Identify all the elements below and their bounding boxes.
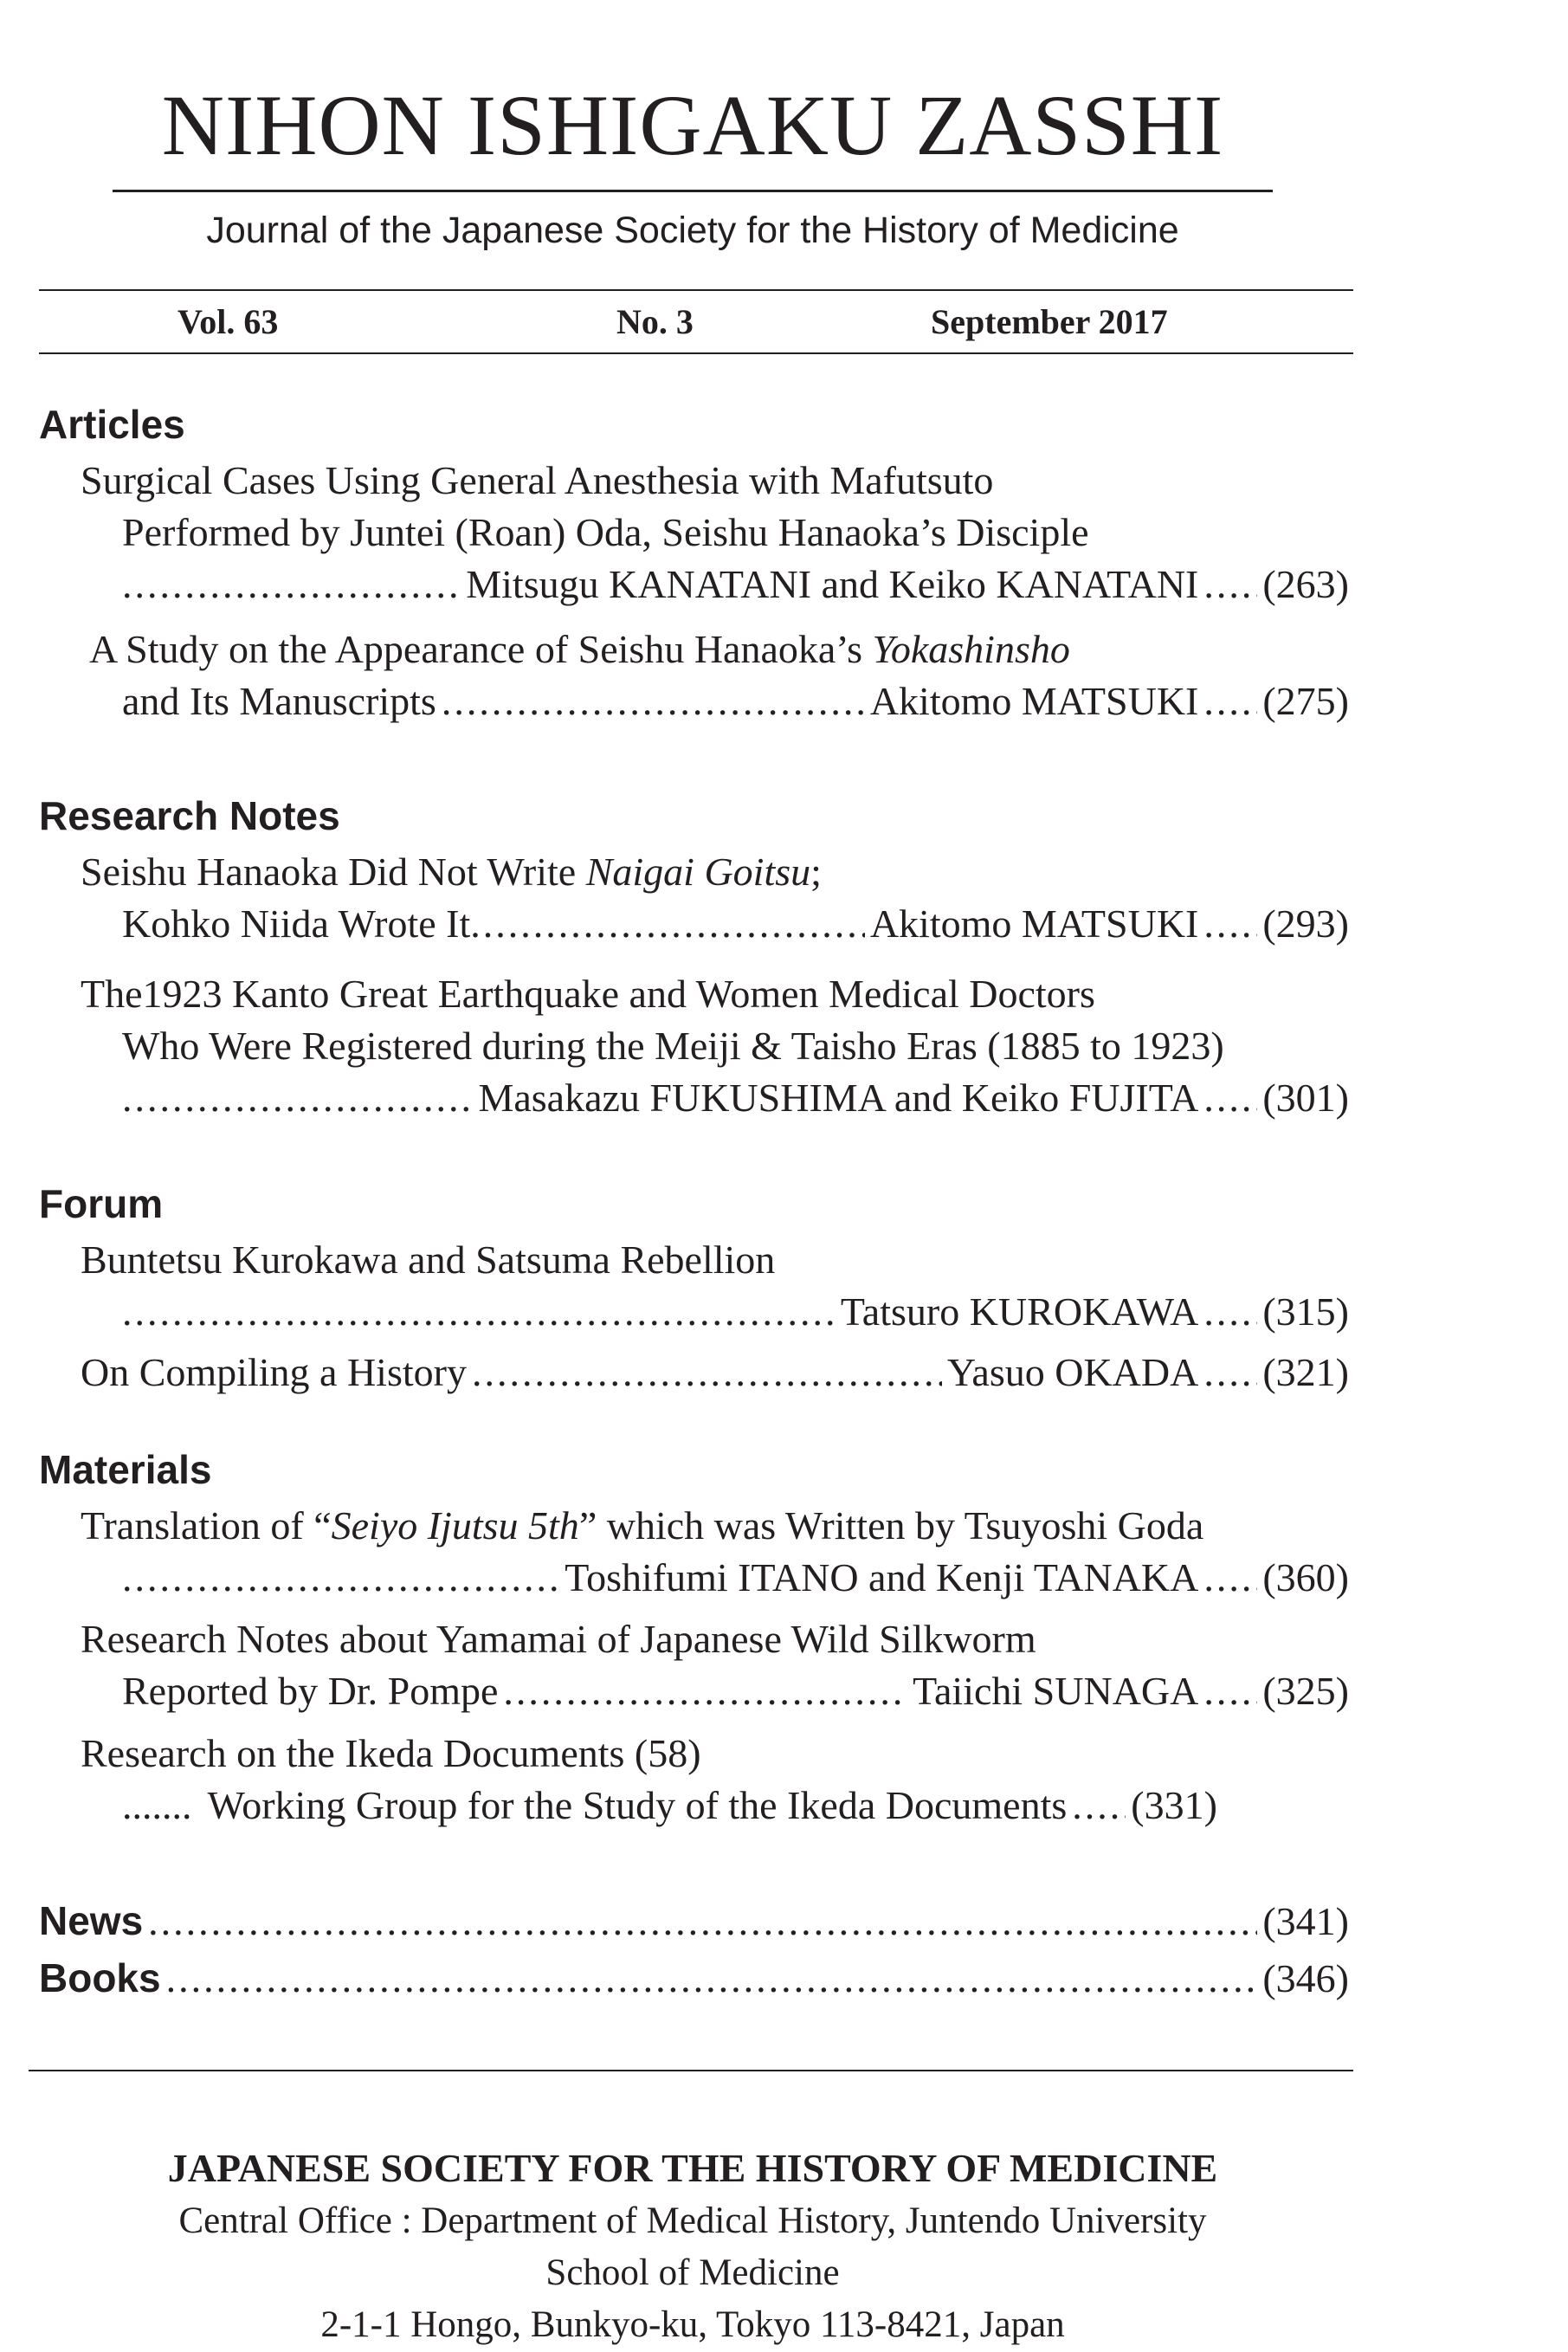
entry-author-line — [81, 1780, 1349, 1832]
entry-title-line — [81, 898, 1349, 950]
entry-page-number: (325) — [1262, 1669, 1349, 1713]
entry-title-line: Research on the Ikeda Documents (58) — [81, 1731, 701, 1775]
entry-title-text: A Study on the Appearance of Seishu Hanaoka’s — [89, 627, 873, 671]
toc-entry-material-3[interactable] — [81, 1728, 1349, 1832]
entry-title-text: Seishu Hanaoka Did Not Write — [81, 850, 586, 894]
issue-volume: Vol. 63 — [177, 302, 279, 341]
entry-title-line — [81, 1347, 1349, 1399]
issue-bar-top-rule — [39, 289, 1353, 291]
section-heading-forum: Forum — [39, 1181, 164, 1226]
entry-title-text: and Its Manuscripts — [122, 679, 436, 723]
entry-title-text: ; — [810, 850, 822, 894]
toc-entry-forum-1[interactable] — [81, 1234, 1349, 1338]
entry-title-text: On Compiling a History — [81, 1350, 467, 1394]
leader-dots — [122, 1072, 473, 1124]
entry-authors: Mitsugu KANATANI and Keiko KANATANI — [466, 562, 1199, 606]
leader-dots — [1203, 1072, 1257, 1124]
address-line: 2-1-1 Hongo, Bunkyo-ku, Tokyo 113-8421, Japan — [320, 2304, 1065, 2345]
leader-dots — [122, 1286, 836, 1338]
entry-authors: Masakazu FUKUSHIMA and Keiko FUJITA — [478, 1076, 1199, 1120]
leader-dots — [1203, 1552, 1257, 1604]
entry-title-line — [81, 1665, 1349, 1717]
toc-entry-research-note-1[interactable] — [81, 846, 1349, 950]
entry-title-line — [89, 675, 1349, 727]
entry-page-number: (315) — [1262, 1289, 1349, 1334]
entry-page-number: (321) — [1262, 1350, 1349, 1394]
toc-entry-books[interactable] — [39, 1950, 1349, 2006]
journal-title: NIHON ISHIGAKU ZASSHI — [161, 77, 1224, 173]
issue-bar-bottom-rule — [39, 352, 1353, 354]
entry-page-number: (275) — [1262, 679, 1349, 723]
leader-dots: ....... — [122, 1783, 192, 1827]
entry-title-line: Buntetsu Kurokawa and Satsuma Rebellion — [81, 1237, 776, 1282]
toc-entry-research-note-2[interactable] — [81, 968, 1349, 1124]
entry-authors: Toshifumi ITANO and Kenji TANAKA — [565, 1555, 1199, 1599]
leader-dots — [1203, 675, 1257, 727]
leader-dots — [503, 1665, 907, 1717]
entry-author-line — [81, 1552, 1349, 1604]
entry-title-line: Performed by Juntei (Roan) Oda, Seishu Hanaoka’s Disciple — [122, 510, 1089, 554]
entry-page-number: (331) — [1131, 1783, 1217, 1827]
entry-title-line — [89, 624, 1349, 675]
entry-title-line: The1923 Kanto Great Earthquake and Women Medical Doctors — [81, 972, 1095, 1016]
leader-dots — [470, 898, 865, 950]
entry-authors: Akitomo MATSUKI — [869, 901, 1199, 946]
address-line: Central Office : Department of Medical History, Juntendo University — [178, 2200, 1207, 2241]
entry-title-line: Who Were Registered during the Meiji & Taisho Eras (1885 to 1923) — [122, 1024, 1224, 1068]
news-page-number: (341) — [1262, 1899, 1349, 1943]
entry-title-text: Reported by Dr. Pompe — [122, 1669, 499, 1713]
toc-entry-news[interactable] — [39, 1893, 1349, 1948]
leader-dots — [122, 559, 461, 611]
entry-title-line — [81, 846, 1349, 898]
leader-dots — [1203, 1665, 1257, 1717]
entry-authors: Taiichi SUNAGA — [913, 1669, 1199, 1713]
footer-divider — [29, 2070, 1353, 2071]
leader-dots — [148, 1894, 1257, 1949]
entry-author-line — [81, 1072, 1349, 1124]
entry-title-italic: Naigai Goitsu — [585, 850, 811, 894]
section-heading-materials: Materials — [39, 1447, 212, 1492]
leader-dots — [1203, 898, 1257, 950]
leader-dots — [1203, 1286, 1257, 1338]
entry-title-line: Research Notes about Yamamai of Japanese Wild Silkworm — [81, 1617, 1036, 1661]
address-line: School of Medicine — [545, 2252, 840, 2293]
toc-entry-material-1[interactable] — [81, 1500, 1349, 1604]
title-divider — [113, 190, 1273, 192]
leader-dots — [1203, 559, 1257, 611]
entry-authors: Tatsuro KUROKAWA — [840, 1289, 1199, 1334]
toc-entry-material-2[interactable] — [81, 1613, 1349, 1717]
journal-subtitle: Journal of the Japanese Society for the History of Medicine — [206, 210, 1179, 251]
issue-number: No. 3 — [616, 302, 694, 341]
leader-dots — [442, 675, 865, 727]
toc-entry-forum-2[interactable] — [81, 1347, 1349, 1399]
entry-author-line — [81, 1286, 1349, 1338]
leader-dots — [1072, 1780, 1126, 1832]
entry-title-italic: Seiyo Ijutsu 5th — [331, 1503, 579, 1548]
leader-dots — [472, 1347, 942, 1399]
entry-author-line — [81, 559, 1349, 611]
entry-page-number: (263) — [1262, 562, 1349, 606]
entry-title-text: Kohko Niida Wrote It — [122, 901, 471, 946]
books-label: Books — [39, 1955, 161, 2000]
entry-title-line — [81, 1500, 1349, 1552]
society-name: JAPANESE SOCIETY FOR THE HISTORY OF MEDICINE — [167, 2146, 1218, 2190]
entry-page-number: (293) — [1262, 901, 1349, 946]
leader-dots — [1203, 1347, 1257, 1399]
entry-title-text: Translation of “ — [81, 1503, 332, 1548]
entry-authors: Yasuo OKADA — [946, 1350, 1199, 1394]
entry-title-line: Surgical Cases Using General Anesthesia with Mafutsuto — [81, 458, 994, 502]
issue-date: September 2017 — [931, 302, 1168, 341]
entry-title-italic: Yokashinsho — [872, 627, 1070, 671]
entry-authors: Akitomo MATSUKI — [869, 679, 1199, 723]
news-label: News — [39, 1898, 144, 1943]
section-heading-articles: Articles — [39, 402, 185, 447]
toc-entry-article-2[interactable] — [89, 624, 1349, 727]
entry-authors: Working Group for the Study of the Ikeda Documents — [207, 1783, 1068, 1827]
toc-entry-article-1[interactable] — [81, 455, 1349, 611]
entry-title-text: ” which was Written by Tsuyoshi Goda — [578, 1503, 1204, 1548]
entry-page-number: (360) — [1262, 1555, 1349, 1599]
books-page-number: (346) — [1262, 1956, 1349, 2000]
section-heading-research-notes: Research Notes — [39, 793, 340, 838]
leader-dots — [122, 1552, 559, 1604]
leader-dots — [166, 1951, 1258, 2006]
entry-page-number: (301) — [1262, 1076, 1349, 1120]
